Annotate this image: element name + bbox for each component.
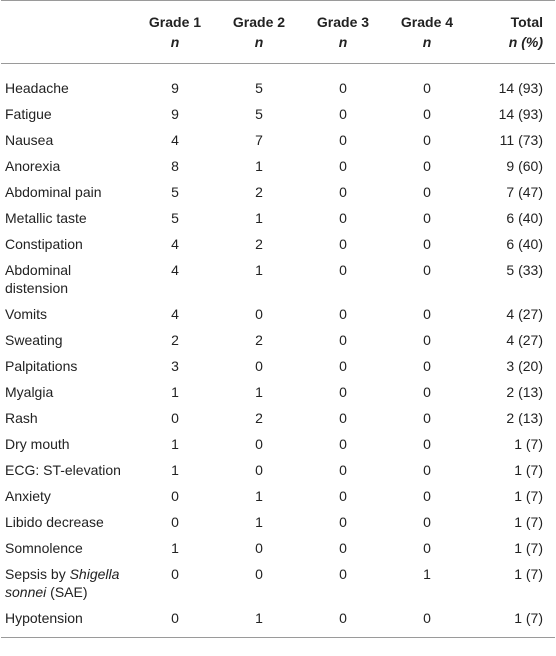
total-count: 14 (93)	[498, 80, 543, 96]
total-count: 6 (40)	[506, 210, 543, 226]
grade-1-count: 0	[171, 566, 179, 582]
row-label-line-2: distension	[5, 280, 69, 296]
grade-2-count: 1	[255, 488, 263, 504]
total-count: 9 (60)	[506, 158, 543, 174]
row-label-pre: Sepsis by	[5, 566, 70, 582]
grade-3-count: 0	[339, 80, 347, 96]
grade-3-count: 0	[339, 132, 347, 148]
header-total	[469, 1, 555, 64]
total-count: 11 (73)	[499, 132, 543, 148]
grade-1-count: 9	[171, 106, 179, 122]
header-grade-1-title: Grade 1	[148, 14, 202, 30]
grade-4-count: 0	[423, 132, 431, 148]
grade-1-count: 0	[171, 410, 179, 426]
grade-2-count: 0	[255, 462, 263, 478]
grade-3-count: 0	[339, 540, 347, 556]
grade-2-count: 2	[255, 184, 263, 200]
grade-1-count: 1	[171, 436, 179, 452]
table-row	[1, 483, 555, 509]
grade-4-count: 0	[423, 410, 431, 426]
grade-3-count: 0	[339, 462, 347, 478]
grade-1-count: 2	[171, 332, 179, 348]
total-count: 14 (93)	[498, 106, 543, 122]
row-label: Hypotension	[5, 610, 83, 626]
grade-1-count: 4	[171, 306, 179, 322]
row-label: Constipation	[5, 236, 83, 252]
table-header	[1, 1, 555, 64]
grade-3-count: 0	[339, 184, 347, 200]
table-row	[1, 327, 555, 353]
grade-4-count: 0	[423, 462, 431, 478]
grade-4-count: 0	[423, 306, 431, 322]
grade-2-count: 5	[255, 106, 263, 122]
header-grade-4-sub: n	[422, 34, 432, 50]
row-label-organism: Shigella sonnei	[5, 566, 120, 600]
header-grade-1	[133, 1, 217, 64]
table-row	[1, 127, 555, 153]
row-label: Fatigue	[5, 106, 52, 122]
total-count: 4 (27)	[506, 332, 543, 348]
grade-4-count: 0	[423, 80, 431, 96]
table-row	[1, 561, 555, 605]
grade-4-count: 0	[423, 332, 431, 348]
grade-2-count: 1	[255, 610, 263, 626]
grade-1-count: 0	[171, 514, 179, 530]
total-count: 2 (13)	[506, 410, 543, 426]
grade-3-count: 0	[339, 306, 347, 322]
row-label: Abdominal pain	[5, 184, 102, 200]
grade-2-count: 1	[255, 514, 263, 530]
grade-1-count: 1	[171, 462, 179, 478]
grade-3-count: 0	[339, 332, 347, 348]
grade-2-count: 0	[255, 436, 263, 452]
grade-1-count: 9	[171, 80, 179, 96]
total-count: 7 (47)	[506, 184, 543, 200]
grade-2-count: 7	[255, 132, 263, 148]
total-count: 1 (7)	[514, 610, 543, 626]
header-grade-3-title: Grade 3	[316, 14, 370, 30]
grade-2-count: 0	[255, 358, 263, 374]
row-label: Vomits	[5, 306, 48, 322]
row-label: Myalgia	[5, 384, 54, 400]
total-count: 1 (7)	[514, 514, 543, 530]
row-label: Nausea	[5, 132, 54, 148]
grade-4-count: 0	[423, 184, 431, 200]
total-count: 6 (40)	[506, 236, 543, 252]
row-label-line-1: Abdominal	[5, 262, 72, 278]
row-label: Metallic taste	[5, 210, 87, 226]
grade-4-count: 0	[423, 158, 431, 174]
table-row	[1, 205, 555, 231]
total-count: 2 (13)	[506, 384, 543, 400]
total-count: 1 (7)	[514, 566, 543, 582]
grade-4-count: 0	[423, 358, 431, 374]
row-label: Sweating	[5, 332, 63, 348]
row-label: Anorexia	[5, 158, 61, 174]
table-row	[1, 353, 555, 379]
grade-4-count: 0	[423, 488, 431, 504]
row-label	[1, 257, 133, 301]
total-count: 1 (7)	[514, 436, 543, 452]
table-row	[1, 301, 555, 327]
total-count: 1 (7)	[514, 462, 543, 478]
table-row	[1, 535, 555, 561]
row-label: Headache	[5, 80, 69, 96]
grade-4-count: 0	[423, 514, 431, 530]
grade-1-count: 8	[171, 158, 179, 174]
grade-3-count: 0	[339, 210, 347, 226]
grade-2-count: 0	[255, 566, 263, 582]
row-label: Dry mouth	[5, 436, 70, 452]
table-body	[1, 64, 555, 638]
grade-2-count: 0	[255, 540, 263, 556]
grade-2-count: 1	[255, 210, 263, 226]
grade-1-count: 5	[171, 210, 179, 226]
table-row	[1, 509, 555, 535]
grade-4-count: 1	[423, 566, 431, 582]
grade-1-count: 4	[171, 132, 179, 148]
grade-4-count: 0	[423, 236, 431, 252]
grade-1-count: 4	[171, 236, 179, 252]
grade-1-count: 0	[171, 488, 179, 504]
grade-4-count: 0	[423, 210, 431, 226]
table-row	[1, 257, 555, 301]
grade-3-count: 0	[339, 610, 347, 626]
header-grade-3	[301, 1, 385, 64]
row-label: ECG: ST-elevation	[5, 462, 121, 478]
row-label: Anxiety	[5, 488, 51, 504]
grade-3-count: 0	[339, 384, 347, 400]
header-grade-2-title: Grade 2	[232, 14, 286, 30]
total-count: 3 (20)	[506, 358, 543, 374]
grade-4-count: 0	[423, 262, 431, 278]
grade-3-count: 0	[339, 566, 347, 582]
header-grade-4	[385, 1, 469, 64]
grade-1-count: 1	[171, 540, 179, 556]
grade-1-count: 3	[171, 358, 179, 374]
table-row	[1, 605, 555, 638]
grade-1-count: 0	[171, 610, 179, 626]
table-row	[1, 457, 555, 483]
grade-2-count: 2	[255, 410, 263, 426]
grade-4-count: 0	[423, 106, 431, 122]
header-grade-1-sub: n	[170, 34, 180, 50]
row-label: Somnolence	[5, 540, 83, 556]
header-row	[1, 1, 555, 64]
grade-4-count: 0	[423, 610, 431, 626]
header-grade-2-sub: n	[254, 34, 264, 50]
row-label	[1, 561, 133, 605]
grade-4-count: 0	[423, 436, 431, 452]
grade-1-count: 5	[171, 184, 179, 200]
header-grade-4-title: Grade 4	[400, 14, 454, 30]
table-row	[1, 179, 555, 205]
grade-3-count: 0	[339, 410, 347, 426]
table-row	[1, 405, 555, 431]
header-total-sub: n (%)	[508, 34, 543, 50]
row-label: Libido decrease	[5, 514, 104, 530]
row-label: Rash	[5, 410, 38, 426]
grade-2-count: 2	[255, 236, 263, 252]
table-row	[1, 431, 555, 457]
grade-3-count: 0	[339, 158, 347, 174]
grade-3-count: 0	[339, 436, 347, 452]
grade-2-count: 1	[255, 384, 263, 400]
adverse-events-table	[1, 0, 555, 638]
total-count: 1 (7)	[514, 488, 543, 504]
header-grade-2	[217, 1, 301, 64]
table-row	[1, 101, 555, 127]
table-row	[1, 64, 555, 102]
grade-3-count: 0	[339, 106, 347, 122]
row-label: Palpitations	[5, 358, 78, 374]
header-total-title: Total	[510, 14, 543, 30]
total-count: 5 (33)	[506, 262, 543, 278]
grade-2-count: 2	[255, 332, 263, 348]
grade-3-count: 0	[339, 236, 347, 252]
total-count: 4 (27)	[506, 306, 543, 322]
grade-4-count: 0	[423, 540, 431, 556]
table-row	[1, 153, 555, 179]
grade-2-count: 1	[255, 262, 263, 278]
header-grade-3-sub: n	[338, 34, 348, 50]
grade-4-count: 0	[423, 384, 431, 400]
grade-2-count: 1	[255, 158, 263, 174]
grade-3-count: 0	[339, 358, 347, 374]
grade-2-count: 0	[255, 306, 263, 322]
grade-1-count: 4	[171, 262, 179, 278]
grade-2-count: 5	[255, 80, 263, 96]
header-row-label	[1, 1, 133, 64]
grade-3-count: 0	[339, 514, 347, 530]
grade-3-count: 0	[339, 262, 347, 278]
grade-3-count: 0	[339, 488, 347, 504]
row-label-post: (SAE)	[46, 584, 88, 600]
table-row	[1, 379, 555, 405]
table-row	[1, 231, 555, 257]
total-count: 1 (7)	[514, 540, 543, 556]
grade-1-count: 1	[171, 384, 179, 400]
